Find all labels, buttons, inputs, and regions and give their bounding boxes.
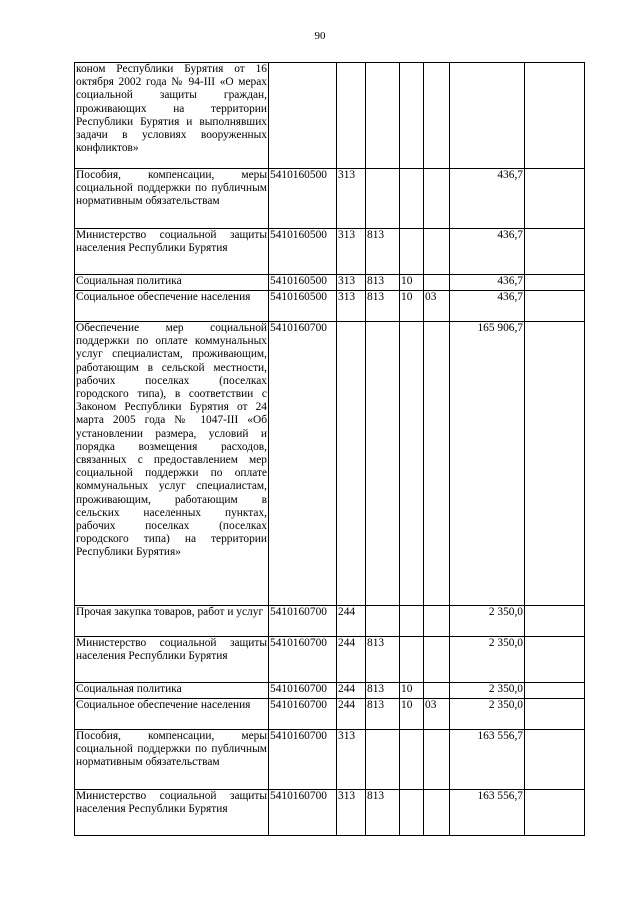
- row-name: Социальное обеспечение населения: [75, 291, 269, 322]
- row-section: [400, 63, 424, 169]
- row-subsection: [424, 229, 450, 275]
- row-subsection: [424, 683, 450, 699]
- row-target-article-code: 5410160500: [269, 291, 337, 322]
- row-subsection: 03: [424, 699, 450, 730]
- row-section: [400, 606, 424, 637]
- row-name: Социальное обеспечение населения: [75, 699, 269, 730]
- row-sum: 2 350,0: [450, 606, 525, 637]
- table-row: [75, 637, 585, 683]
- row-target-article-code: 5410160700: [269, 683, 337, 699]
- page-number: 90: [314, 30, 326, 42]
- row-target-article-code: 5410160700: [269, 322, 337, 606]
- row-subsection: 03: [424, 291, 450, 322]
- row-subsection: [424, 606, 450, 637]
- row-target-article-code: 5410160700: [269, 637, 337, 683]
- row-target-article-code: 5410160500: [269, 169, 337, 229]
- table-row: [75, 275, 585, 291]
- table-row: [75, 229, 585, 275]
- row-ministry-code: [366, 169, 400, 229]
- row-expense-type: 244: [337, 699, 366, 730]
- row-target-article-code: 5410160500: [269, 229, 337, 275]
- row-section: [400, 730, 424, 790]
- table-row: [75, 699, 585, 730]
- row-target-article-code: 5410160700: [269, 606, 337, 637]
- row-target-article-code: [269, 63, 337, 169]
- row-expense-type: 244: [337, 683, 366, 699]
- row-name: Социальная политика: [75, 275, 269, 291]
- row-extra: [525, 291, 585, 322]
- table-row: [75, 322, 585, 606]
- row-sum: 2 350,0: [450, 637, 525, 683]
- row-extra: [525, 229, 585, 275]
- row-ministry-code: 813: [366, 291, 400, 322]
- row-ministry-code: 813: [366, 229, 400, 275]
- row-subsection: [424, 790, 450, 836]
- row-subsection: [424, 322, 450, 606]
- row-sum: 2 350,0: [450, 699, 525, 730]
- row-ministry-code: 813: [366, 699, 400, 730]
- row-ministry-code: 813: [366, 683, 400, 699]
- row-expense-type: 313: [337, 275, 366, 291]
- row-target-article-code: 5410160700: [269, 790, 337, 836]
- row-ministry-code: 813: [366, 275, 400, 291]
- row-section: [400, 229, 424, 275]
- row-target-article-code: 5410160700: [269, 699, 337, 730]
- row-extra: [525, 606, 585, 637]
- row-sum: 436,7: [450, 291, 525, 322]
- row-name: Министерство социальной защиты населения Республики Бурятия: [75, 790, 269, 836]
- row-sum: 436,7: [450, 229, 525, 275]
- row-expense-type: 313: [337, 291, 366, 322]
- row-extra: [525, 169, 585, 229]
- row-target-article-code: 5410160700: [269, 730, 337, 790]
- row-name: Прочая закупка товаров, работ и услуг: [75, 606, 269, 637]
- row-section: 10: [400, 291, 424, 322]
- table-body: [75, 63, 585, 836]
- table-row: [75, 63, 585, 169]
- row-expense-type: 313: [337, 790, 366, 836]
- row-section: 10: [400, 275, 424, 291]
- row-name: Обеспечение мер социальной поддержки по оплате коммунальных услуг специалистам, проживающим, работающим в сельской местности, рабочих поселках (поселках городского типа), в соответствии с Законом Республики Бурятия от 24 марта 2005 года № 1047-III «Об установлении размера, условий и порядка возмещения расходов, связанных с предоставлением мер социальной поддержки по оплате коммунальных услуг специалистам, проживающим, работающим в сельских населенных пунктах, рабочих поселках (поселках городского типа) на территории Республики Бурятия»: [75, 322, 269, 606]
- row-sum: 163 556,7: [450, 790, 525, 836]
- row-section: [400, 637, 424, 683]
- row-extra: [525, 683, 585, 699]
- table-row: [75, 683, 585, 699]
- row-extra: [525, 699, 585, 730]
- table-row: [75, 169, 585, 229]
- row-sum: 2 350,0: [450, 683, 525, 699]
- budget-table: [74, 62, 585, 836]
- row-section: 10: [400, 699, 424, 730]
- row-section: [400, 790, 424, 836]
- row-ministry-code: 813: [366, 790, 400, 836]
- row-target-article-code: 5410160500: [269, 275, 337, 291]
- row-subsection: [424, 169, 450, 229]
- row-expense-type: 313: [337, 169, 366, 229]
- table-row: [75, 730, 585, 790]
- row-ministry-code: 813: [366, 637, 400, 683]
- row-ministry-code: [366, 322, 400, 606]
- row-subsection: [424, 63, 450, 169]
- row-subsection: [424, 637, 450, 683]
- row-name: Пособия, компенсации, меры социальной поддержки по публичным нормативным обязательствам: [75, 730, 269, 790]
- row-extra: [525, 790, 585, 836]
- row-expense-type: 313: [337, 229, 366, 275]
- row-extra: [525, 275, 585, 291]
- row-ministry-code: [366, 63, 400, 169]
- row-expense-type: 244: [337, 606, 366, 637]
- row-ministry-code: [366, 730, 400, 790]
- row-name: Социальная политика: [75, 683, 269, 699]
- row-extra: [525, 637, 585, 683]
- row-expense-type: 244: [337, 637, 366, 683]
- row-sum: 163 556,7: [450, 730, 525, 790]
- row-sum: [450, 63, 525, 169]
- row-expense-type: 313: [337, 730, 366, 790]
- table-row: [75, 606, 585, 637]
- row-extra: [525, 730, 585, 790]
- row-section: [400, 322, 424, 606]
- row-sum: 436,7: [450, 169, 525, 229]
- row-expense-type: [337, 63, 366, 169]
- row-sum: 436,7: [450, 275, 525, 291]
- row-section: [400, 169, 424, 229]
- table-row: [75, 790, 585, 836]
- row-name: Министерство социальной защиты населения Республики Бурятия: [75, 637, 269, 683]
- row-sum: 165 906,7: [450, 322, 525, 606]
- row-name: Министерство социальной защиты населения Республики Бурятия: [75, 229, 269, 275]
- row-extra: [525, 63, 585, 169]
- row-expense-type: [337, 322, 366, 606]
- row-name: Пособия, компенсации, меры социальной поддержки по публичным нормативным обязательствам: [75, 169, 269, 229]
- row-extra: [525, 322, 585, 606]
- row-section: 10: [400, 683, 424, 699]
- row-subsection: [424, 275, 450, 291]
- row-subsection: [424, 730, 450, 790]
- row-ministry-code: [366, 606, 400, 637]
- row-name: коном Республики Бурятия от 16 октября 2002 года № 94-III «О мерах социальной защиты граждан, проживающих на территории Республики Бурятия и выполнявших задачи в условиях вооруженных конфликтов»: [75, 63, 269, 169]
- table-row: [75, 291, 585, 322]
